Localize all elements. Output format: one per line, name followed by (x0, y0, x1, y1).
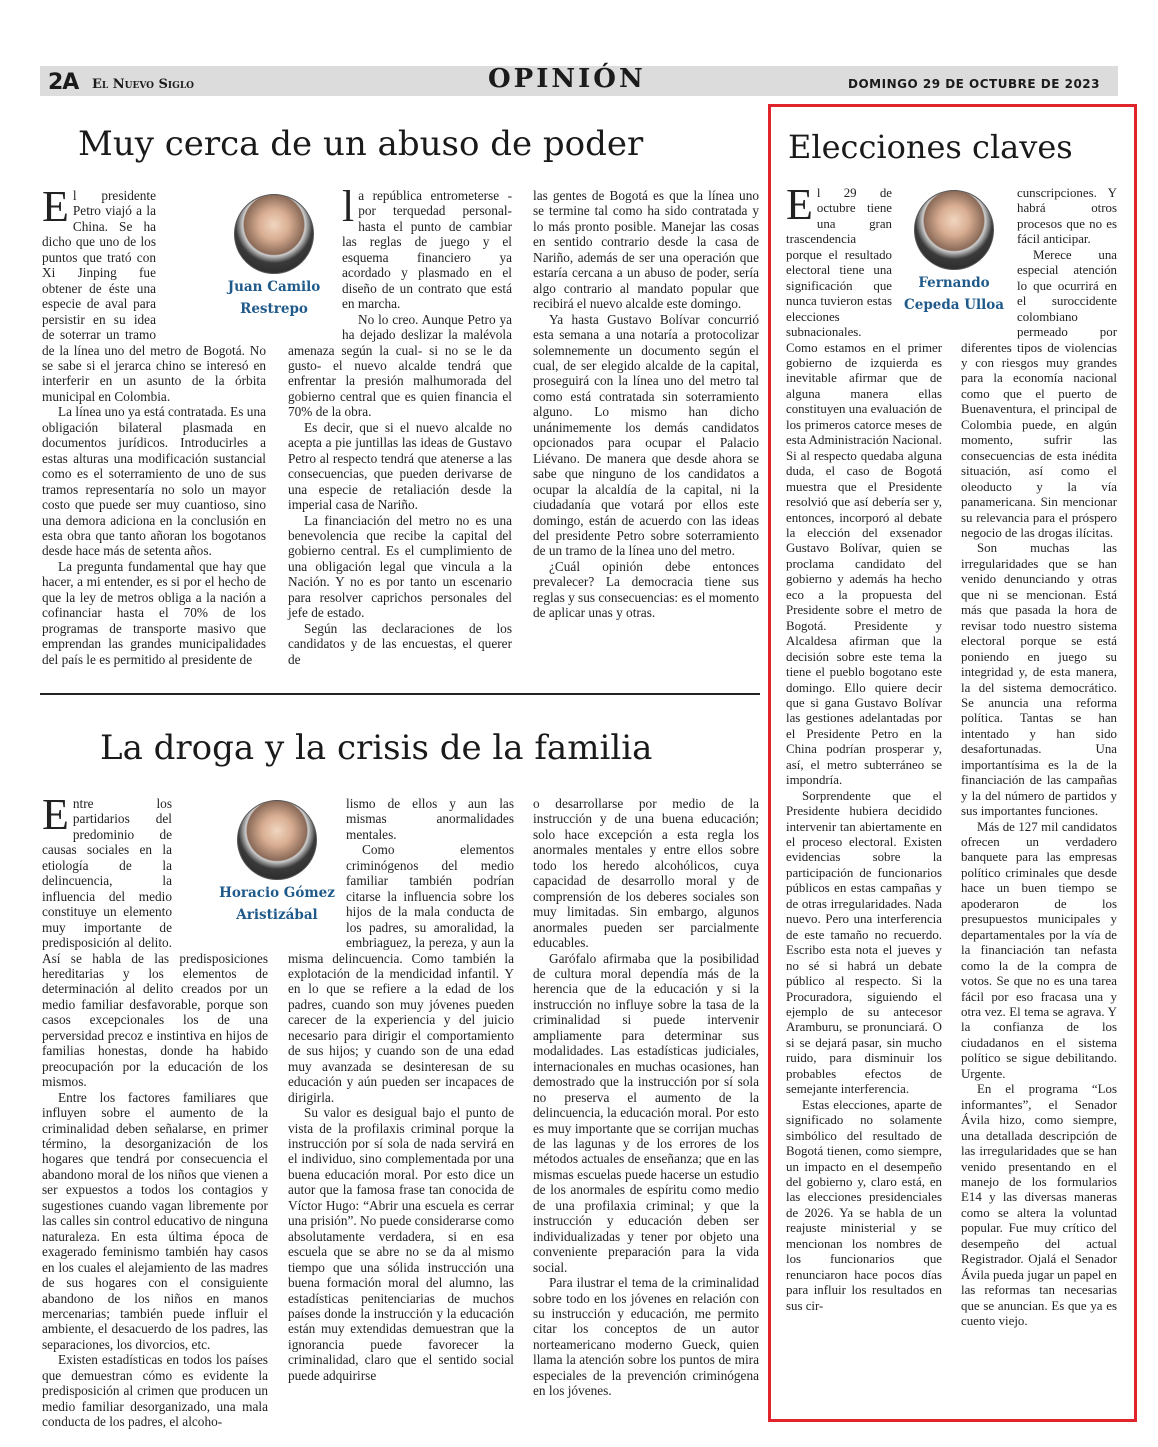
author-name: Fernando (918, 275, 990, 291)
paragraph: La línea uno ya está contratada. Es una obligación bilateral plasmada en documentos jurídicos. Introducirles a estas alturas una modificación sustancial como es el soterramiento de uno de sus tramos representaría no solo un mayor costo que puede ser muy cuantioso, sino una demora adiciona en la conclusión en esta obra que tanto añoran los bogotanos desde hace más de setenta años. (42, 404, 266, 559)
article-column (533, 796, 759, 1399)
paragraph: Ya hasta Gustavo Bolívar concurrió esta semana a una notaría a protocolizar solemnemente un documento según el cual, de ser elegido alcalde de la capital, proseguirá con la línea uno del metro tal como está contratada sin soterramiento alguno. Lo mismo han dicho unánimemente los demás candidatos opcionados para ocupar el Palacio Liévano. De manera que desde ahora se sabe que ninguno de los candidatos a ocupar la alcaldía de la capital, ni la ciudadanía que votará por ellos este domingo, están de acuerdo con las ideas del presidente Petro sobre soterramiento de un tramo de la línea uno del metro. (533, 311, 759, 559)
paragraph: Según las declaraciones de los candidatos y de las encuestas, el querer de (288, 620, 512, 667)
article-column (786, 180, 942, 1398)
paragraph: Para ilustrar el tema de la criminalidad sobre todo en los jóvenes en relación con su instrucción y educación, me permito citar los conceptos de un autor norteamericano moderno Gueck, quien llama la atención sobre los puntos de mira especiales de la prevención criminógena en los jóvenes. (533, 1275, 759, 1399)
paragraph: Estas elecciones, aparte de significado no solamente simbólico del resultado de Bogotá tienen, como siempre, un impacto en el desempeño del gobierno y, claro está, en las elecciones presidenciales de 2026. Ya se habla de un reajuste ministerial y se mencionan los nombres de los funcionarios que renunciaron hace pocos días para influir los resultados en sus cir- (786, 1097, 942, 1313)
newspaper-name: El Nuevo Siglo (92, 77, 194, 92)
article-headline: Muy cerca de un abuso de poder (78, 124, 644, 164)
author-name: Cepeda Ulloa (903, 297, 1005, 313)
paragraph: Más de 127 mil candidatos ofrecen un verdadero banquete para las empresas político criminales que desde hace un buen tiempo se apoderaron de los presupuestos municipales y departamentales por la vía de la financiación tan nefasta como la de la compra de votos. Se que no es una tarea fácil por eso fracasa una y otra vez. El tema se agrava. Y la confianza de los ciudadanos en el sistema político se sigue debilitando. Urgente. (961, 819, 1117, 1081)
author-block-space (288, 188, 336, 338)
paragraph: La pregunta fundamental que hay que hacer, a mi entender, es si por el hecho de que la ley de metros obliga a la nación a cofinanciar hasta el 70% de los programas de transporte masivo que emprendan las grandes municipalidades del país le es permitido al presidente de (42, 558, 266, 667)
edition-date: DOMINGO 29 DE OCTUBRE DE 2023 (848, 77, 1100, 91)
paragraph: Existen estadísticas en todos los países que demuestran cómo es evidente la predisposición al crimen que producen un medio familiar desorganizado, una mala conducta de los padres, el alcoho- (42, 1352, 268, 1430)
paragraph: lismo de ellos y aun las mismas anormalidades mentales. (346, 796, 514, 842)
paragraph: Son muchas las irregularidades que se han venido denunciando y otras que ni se mencionan. Está más que pasada la hora de revisar todo nuestro sistema electoral porque se está poniendo en juego su integridad y, de esta manera, la del sistema democrático. Se anuncia una reforma política. Tantas se han intentado y han sido desafortunadas. Una importantísima es la de la financiación de las campañas y la del número de partidos y sus importantes funciones. (961, 541, 1117, 819)
paragraph: El 29 de octubre tiene una gran trascendencia porque el resultado electoral tiene una significación que nunca tuvieron estas elecciones subnacionales. Como estamos en el primer gobierno de izquierda es inevitable afirmar que de alguna manera ellas constituyen una evaluación de los primeros catorce meses de esta Administración Nacional. Si al respecto quedaba alguna duda, el caso de Bogotá muestra que el Presidente resolvió que así debería ser y, entonces, incorporó al debate la elección del exsenador Gustavo Bolívar, quien se proclama candidato del gobierno y además ha hecho eco a la propuesta del Presidente sobre el metro de Bogotá. Presidente y Alcaldesa afirman que la decisión sobre este tema la tiene el pueblo bogotano este domingo. Ello quiere decir que si gana Gustavo Bolívar las gestiones adelantadas por el Presidente Petro en la China podrían prosperar y, así, el metro subterráneo se impondría. (786, 180, 942, 788)
paragraph: Como elementos criminógenos del medio familiar también podrían citarse la influencia sobre los hijos de la mala conducta de los padres, su amoralidad, la embriaguez, la pereza, y aun la misma delincuencia. Como también la explotación de la mendicidad infantil. Y en lo que se refiere a la edad de los padres, cuando son muy jóvenes pueden carecer de la experiencia y del juicio necesario para dirigir el comportamiento de sus hijos; y cuando son de una edad muy avanzada se desinteresan de su educación y aún pueden ser incapaces de dirigirla. (288, 842, 514, 1105)
page-number: 2A (48, 70, 79, 95)
author-name: Juan Camilo (227, 279, 321, 295)
paragraph: Es decir, que si el nuevo alcalde no acepta a pie juntillas las ideas de Gustavo Petro al respecto tendrá que atenerse a las consecuencias, que pueden derivarse de una especie de retaliación desde la imperial casa de Nariño. (288, 419, 512, 513)
article-headline: Elecciones claves (788, 128, 1073, 166)
paragraph: Entre los partidarios del predominio de causas sociales en la etiología de la delincuencia, la influencia del medio constituye un elemento muy importante de predisposición al delito. Así se habla de las predisposiciones hereditarias y los elementos de determinación al delito creados por un medio familiar desfavorable, porque son casos excepcionales los de una perversidad precoz e instintiva en hijos de familias honestas, donde ha habido preocupación por la educación de los mismos. (42, 790, 268, 1090)
paragraph: Sorprendente que el Presidente hubiera decidido intervenir tan abiertamente en el proceso electoral. Existen evidencias sobre la participación de funcionarios públicos en estas campañas y de otras irregularidades. Nada nuevo. Pero una interferencia de este tamaño no recuerdo. Escribo esta nota el jueves y no sé si habrá un debate público al respecto. Si la Procuradora, siguiendo el ejemplo de su antecesor Aramburu, se pronunciará. O si se dejará pasar, sin mucho ruido, para disminuir los probables efectos de semejante interferencia. (786, 788, 942, 1097)
author-name: Aristizábal (236, 907, 318, 923)
section-title: OPINIÓN (488, 64, 646, 94)
article-column (961, 186, 1117, 1398)
paragraph: El presidente Petro viajó a la China. Se ha dicho que uno de los puntos que trató con Xi Jinping fue obtener de éste una especie de aval para persistir en su idea de soterrar un tramo de la línea uno del metro de Bogotá. No se sabe si el jerarca chino se interesó en interferir en un asunto de la órbita municipal en Colombia. (42, 182, 266, 404)
paragraph: Merece una especial atención lo que ocurrirá en el suroccidente colombiano permeado por diferentes tipos de violencias y con riesgos muy grandes para la economía nacional como que el puerto de Buenaventura, el principal de Colombia puede, en algún momento, sufrir las consecuencias de esta inédita situación, así como el oleoducto y la vía panamericana. Sin mencionar su relevancia para el próspero negocio de las drogas ilícitas. (961, 247, 1117, 540)
article-headline: La droga y la crisis de la familia (100, 728, 653, 768)
paragraph: o desarrollarse por medio de la instrucción y de una buena educación; solo hace excepción a esta regla los anormales mentales y entre ellos sobre todo los heredo alcohólicos, cuya capacidad de desarrollo moral y de comprensión de los deberes sociales son muy limitadas. Sin embargo, algunos anormales pueden ser parcialmente educables. (533, 796, 759, 951)
paragraph: la república entrometerse -por terquedad personal- hasta el punto de cambiar las reglas de juego y el esquema financiero ya acordado y plasmado en el diseño de un contrato que está en marcha. (342, 182, 512, 312)
author-block-space (961, 186, 1013, 336)
paragraph: No lo creo. Aunque Petro ya ha dejado deslizar la malévola amenaza según la cual- si no se le da gusto- el nuevo alcalde tendrá que enfrentar la presión malhumorada del gobierno central que es quien financia el 70% de la obra. (288, 311, 512, 420)
author-block-space (288, 796, 340, 946)
paragraph: cunscripciones. Y habrá otros procesos que no es fácil anticipar. (1017, 186, 1117, 247)
paragraph: En el programa “Los informantes”, el Senador Ávila hizo, como siempre, una detallada descripción de las irregularidades que se han venido presentando en el manejo de los formularios E14 y las diversas maneras como se altera la voluntad popular. Fue muy crítico del desempeño del actual Registrador. Ojalá el Senador Ávila pueda jugar un papel en las reformas tan necesarias que se anuncian. Es que ya es cuento viejo. (961, 1082, 1117, 1329)
article-column (533, 188, 759, 656)
paragraph: Entre los factores familiares que influyen sobre el aumento de la criminalidad deben señalarse, en primer término, la desorganización de los hogares que tendrá por consecuencia el abandono moral de los niños que vienen a ser expuestos a todos los contagios y sugestiones cuando vagan libremente por las calles sin control educativo de ninguna naturaleza. En esta última época de exagerado feminismo también hay casos en los cuales el alejamiento de las madres de sus hogares con el consiguiente abandono de los niños en manos mercenarias; también puede influir el ambiente, el desacuerdo de los padres, las separaciones, los divorcios, etc. (42, 1089, 268, 1352)
article-divider (40, 693, 760, 695)
paragraph: Su valor es desigual bajo el punto de vista de la profilaxis criminal porque la instrucción por sí sola de nada servirá en el individuo, sino complementada por una buena educación moral. Por esto dice un autor que la famosa frase tan conocida de Víctor Hugo: “Abrir una escuela es cerrar una prisión”. No puede considerarse como absolutamente verdadera, si en esa escuela que se abre no se da al mismo tiempo que una sólida instrucción una buena formación moral del alumno, las estadísticas penitenciarias de muchos países donde la instrucción y la educación están muy extendidas demuestran que la ignorancia puede favorecer la criminalidad, claro que el sentido social puede adquirirse (288, 1105, 514, 1383)
article-column (288, 796, 514, 1394)
article-column (288, 182, 512, 667)
paragraph: las gentes de Bogotá es que la línea uno se termine tal como ha sido contratada y lo más pronto posible. Manejar las cosas en sentido contrario desde la casa de Nariño, además de ser una operación que estaría cercana a un abuso de poder, sería algo contrario al mandato popular que recibirá el nuevo alcalde este domingo. (533, 188, 759, 312)
paragraph: La financiación del metro no es una benevolencia que recibe la capital del gobierno central. Es el cumplimiento de una obligación legal que vincula a la Nación. Y no es por tanto un escenario para resolver caprichos personales del jefe de estado. (288, 512, 512, 621)
author-name: Restrepo (240, 301, 308, 317)
author-name: Horacio Gómez (219, 885, 335, 901)
paragraph: ¿Cuál opinión debe entonces prevalecer? La democracia tiene sus reglas y sus consecuencias: es el momento de aplicar unas y otras. (533, 558, 759, 621)
paragraph: Garófalo afirmaba que la posibilidad de cultura moral dependía más de la herencia que de la educación y si la instrucción no influye sobre la tasa de la criminalidad si puede intervenir ampliamente para determinar sus modalidades. Las estadísticas judiciales, internacionales en muchas ocasiones, han demostrado que la instrucción por sí sola no preserva el aumento de la delincuencia, la educación moral. Por esto es muy importante que se corrijan muchas de las lagunas y de los errores de los métodos actuales de enseñanza; que en las mismas escuelas puede hacerse un estudio de los anormales de espíritu como medio de una profilaxia criminal; y que la instrucción y educación deben ser individualizadas y tener por objeto una conveniente preparación para la vida social. (533, 950, 759, 1275)
